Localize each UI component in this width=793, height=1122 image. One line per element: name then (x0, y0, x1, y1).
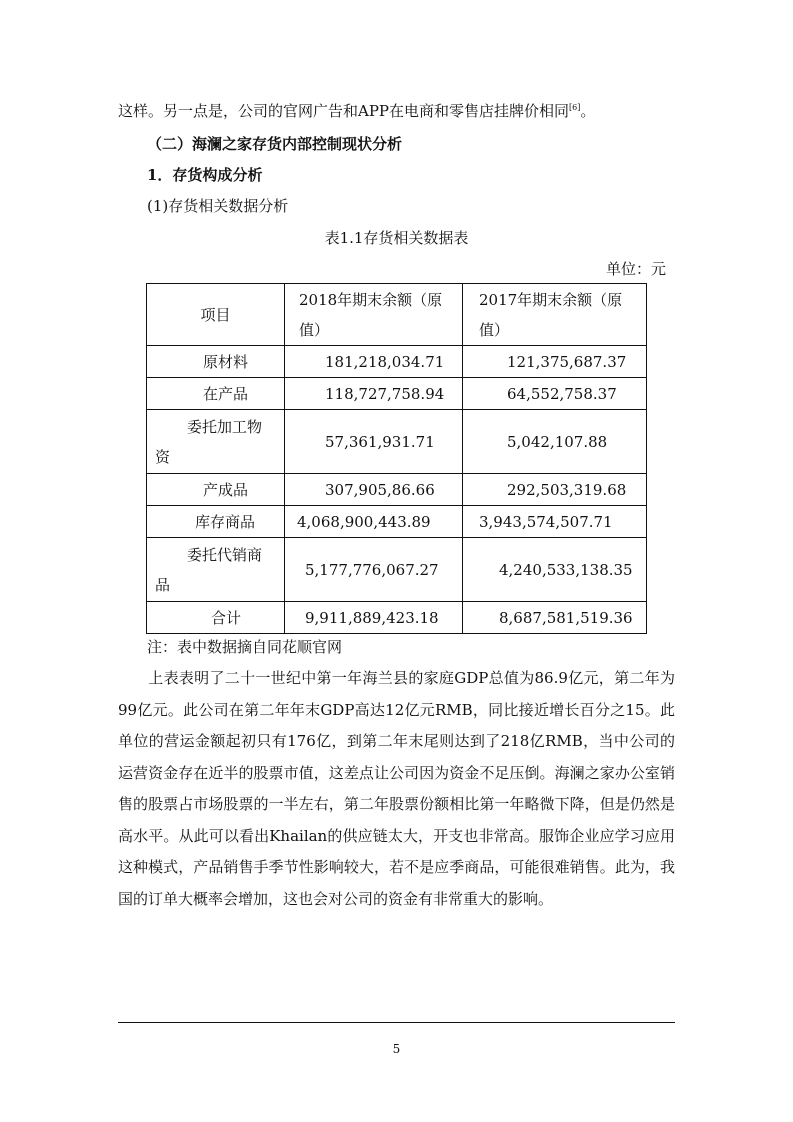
footer-rule (118, 1022, 675, 1023)
table-total-row (147, 602, 647, 634)
row-2017-value: 3,943,574,507.71 (463, 506, 647, 538)
inventory-table (146, 283, 647, 634)
row-item: 在产品 (147, 378, 285, 410)
table-caption: 表1.1存货相关数据表 (324, 229, 469, 247)
row-2017-value: 64,552,758.37 (463, 378, 647, 410)
table-row (147, 346, 647, 378)
table-row (147, 410, 647, 474)
table-row (147, 378, 647, 410)
sub-item-label: (1)存货相关数据分析 (147, 197, 289, 215)
row-2017-value: 292,503,319.68 (463, 474, 647, 506)
row-item: 合计 (147, 602, 285, 634)
unit-label: 单位：元 (606, 260, 667, 278)
row-2018-value: 307,905,86.66 (285, 474, 463, 506)
table-row (147, 474, 647, 506)
row-2018-value: 4,068,900,443.89 (285, 506, 463, 538)
header-item: 项目 (147, 284, 285, 346)
table-row (147, 538, 647, 602)
row-2017-value: 121,375,687.37 (463, 346, 647, 378)
row-item: 委托加工物资 (147, 410, 285, 474)
table-row (147, 506, 647, 538)
header-2017: 2017年期末余额（原值） (463, 284, 647, 346)
row-item: 委托代销商品 (147, 538, 285, 602)
table-header-row (147, 284, 647, 346)
row-2018-value: 181,218,034.71 (285, 346, 463, 378)
header-2018: 2018年期末余额（原值） (285, 284, 463, 346)
row-item: 产成品 (147, 474, 285, 506)
subsection-heading: 1．存货构成分析 (147, 166, 263, 184)
intro-line: 这样。另一点是，公司的官网广告和APP在电商和零售店挂牌价相同[6]。 (118, 102, 596, 120)
row-2017-value: 5,042,107.88 (463, 410, 647, 474)
row-2017-value: 8,687,581,519.36 (463, 602, 647, 634)
table-note: 注：表中数据摘自同花顺官网 (147, 638, 343, 656)
section-heading: （二）海澜之家存货内部控制现状分析 (147, 135, 403, 153)
row-2018-value: 5,177,776,067.27 (285, 538, 463, 602)
row-2018-value: 118,727,758.94 (285, 378, 463, 410)
body-paragraph-text: 上表表明了二十一世纪中第一年海兰县的家庭GDP总值为86.9亿元，第二年为99亿元。此公司在第二年年末GDP高达12亿元RMB，同比接近增长百分之15。此单位的营运金额起初只有176亿，到第二年末尾则达到了218亿RMB，当中公司的运营资金存在近半的股票市值，这差点让公司因为资金不足压倒。海澜之家办公室销售的股票占市场股票的一半左右，第二年股票份额相比第一年略微下降，但是仍然是高水平。从此可以看出Khailan的供应链太大，开支也非常高。服饰企业应学习应用这种模式，产品销售手季节性影响较大，若不是应季商品，可能很难销售。此为，我国的订单大概率会增加，这也会对公司的资金有非常重大的影响。 (118, 669, 675, 908)
row-2018-value: 9,911,889,423.18 (285, 602, 463, 634)
row-2018-value: 57,361,931.71 (285, 410, 463, 474)
citation-ref: [6] (569, 103, 581, 112)
row-item: 原材料 (147, 346, 285, 378)
page-number: 5 (392, 1042, 401, 1056)
row-2017-value: 4,240,533,138.35 (463, 538, 647, 602)
row-item: 库存商品 (147, 506, 285, 538)
body-paragraph (118, 663, 675, 915)
